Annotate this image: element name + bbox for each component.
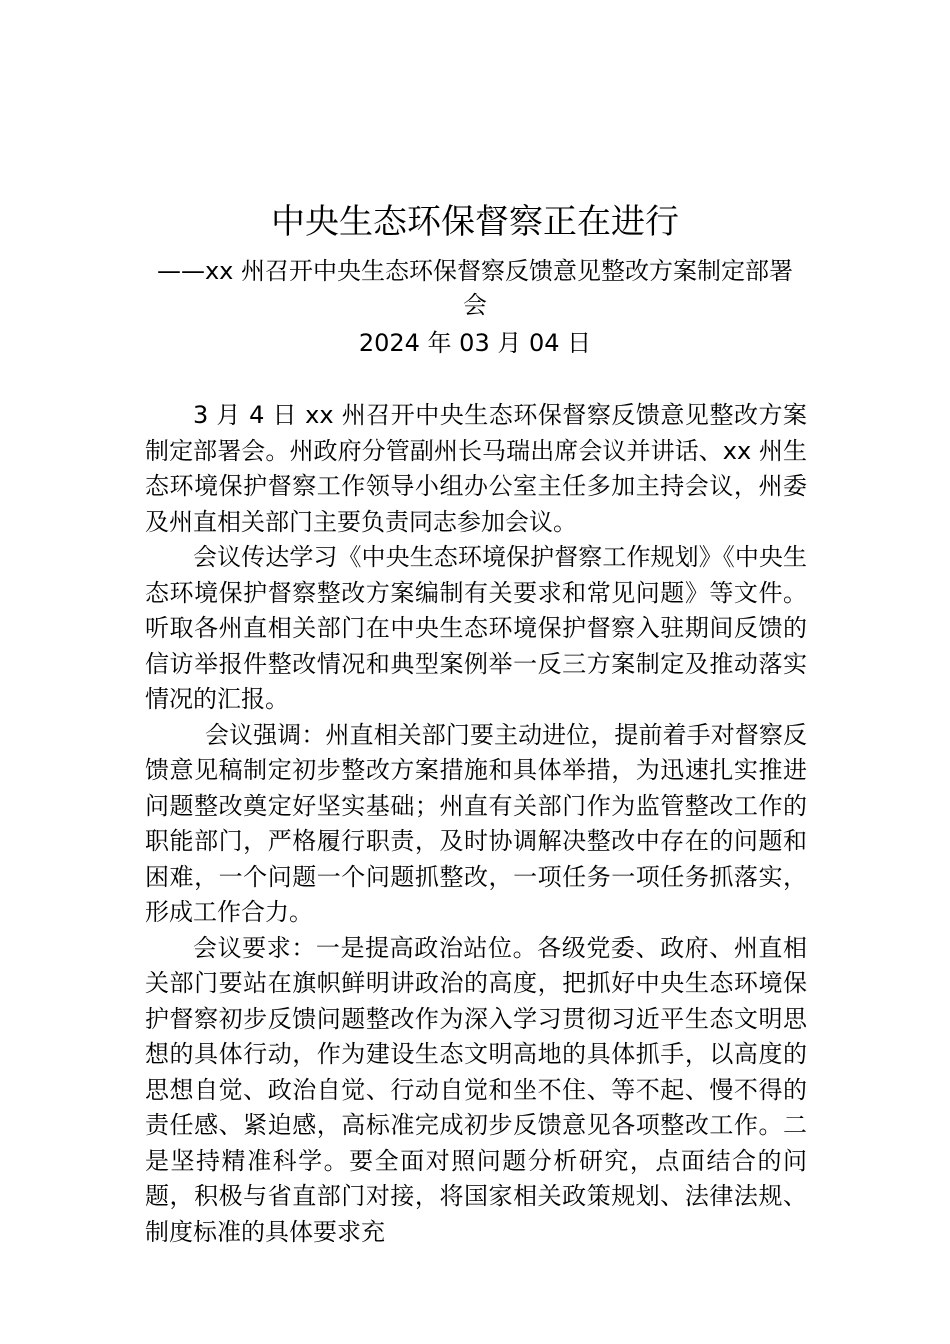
paragraph-meeting-requirements: 会议要求：一是提高政治站位。各级党委、政府、州直相关部门要站在旗帜鲜明讲政治的高度，把抓好中央生态环境保护督察初步反馈问题整改作为深入学习贯彻习近平生态文明思想的具体行动，作为建设生态文明高地的具体抓手，以高度的思想自觉、政治自觉、行动自觉和坐不住、等不起、慢不得的责任感、紧迫感，高标准完成初步反馈意见各项整改工作。二是坚持精准科学。要全面对照问题分析研究，点面结合的问题，积极与省直部门对接，将国家相关政策规划、法律法规、制度标准的具体要求充 — [145, 933, 807, 1246]
document-title: 中央生态环保督察正在进行 — [271, 202, 679, 242]
document-subtitle: ——xx 州召开中央生态环保督察反馈意见整改方案制定部署会 — [156, 257, 794, 319]
paragraph-meeting-emphasis: 会议强调：州直相关部门要主动进位，提前着手对督察反馈意见稿制定初步整改方案措施和具体举措，为迅速扎实推进问题整改奠定好坚实基础；州直有关部门作为监管整改工作的职能部门，严格履行职责，及时协调解决整改中存在的问题和困难，一个问题一个问题抓整改，一项任务一项任务抓落实，形成工作合力。 — [145, 720, 807, 926]
document-date: 2024 年 03 月 04 日 — [358, 329, 592, 357]
document-body — [145, 398, 807, 1250]
paragraph-meeting-intro: 3 月 4 日 xx 州召开中央生态环保督察反馈意见整改方案制定部署会。州政府分管副州长马瑞出席会议并讲话、xx 州生态环境保护督察工作领导小组办公室主任多加主持会议，州委及州直相关部门主要负责同志参加会议。 — [145, 401, 807, 536]
paragraph-documents-studied: 会议传达学习《中央生态环境保护督察工作规划》《中央生态环境保护督察整改方案编制有关要求和常见问题》等文件。听取各州直相关部门在中央生态环境保护督察入驻期间反馈的信访举报件整改情况和典型案例举一反三方案制定及推动落实情况的汇报。 — [145, 543, 807, 713]
